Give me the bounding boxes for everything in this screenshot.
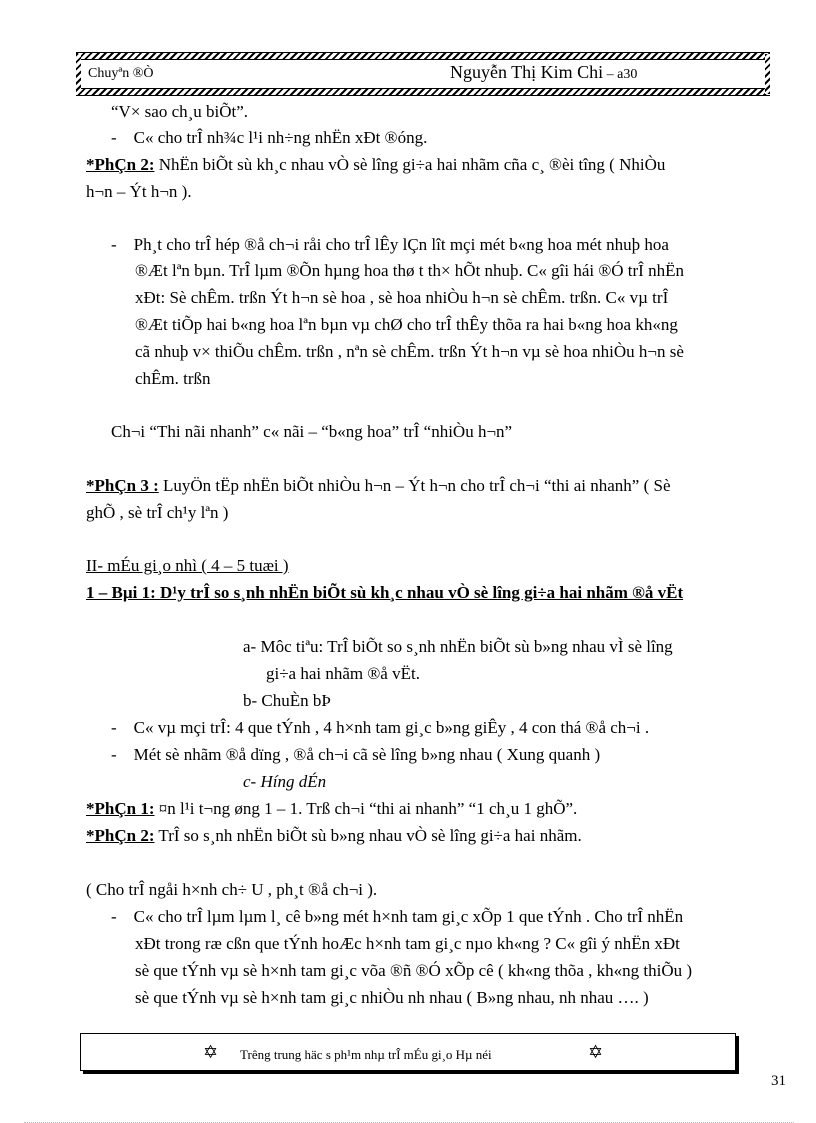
part-label: *PhÇn 1: (86, 799, 155, 818)
header-border-top (76, 52, 770, 60)
list-item-text: Mét sè nhãm ®å dïng , ®å ch¬i cã sè lîng b»ng nhau ( Xung quanh ) (133, 745, 601, 764)
lesson-heading: 1 – Bµi 1: D¹y trÎ so s¸nh nhËn biÕt sù kh¸c nhau vÒ sè lîng gi÷a hai nhãm ®å vËt (86, 583, 684, 602)
guide-label: c- Híng dÉn (243, 772, 327, 791)
header-topic: Chuyªn ®Ò (88, 66, 154, 81)
list-item-text: C« cho trÎ nh¾c l¹i nh÷ng nhËn xÐt ®óng. (133, 128, 428, 147)
list-item-text: C« vµ mçi trÎ: 4 que tÝnh , 4 h×nh tam gi¸c b»ng giÊy , 4 con thá ®å ch¬i . (133, 718, 650, 737)
part-text: ¤n l¹i t¬ng øng 1 – 1. Trß ch¬i “thi ai nhanh” “1 ch¸u 1 ghÕ”. (154, 799, 578, 818)
text-line: sè que tÝnh vµ sè h×nh tam gi¸c nhiÒu nh nhau ( B»ng nhau, nh nhau …. ) (135, 988, 649, 1007)
header-border-right (765, 54, 770, 94)
section-heading: II- mÉu gi¸o nhì ( 4 – 5 tuæi ) (86, 556, 289, 575)
star-icon: ✡ (588, 1042, 604, 1062)
text-line: ( Cho trÎ ngåi h×nh ch÷ U , ph¸t ®å ch¬i ). (86, 880, 378, 899)
text-line: gi÷a hai nhãm ®å vËt. (266, 664, 420, 683)
text-line: “V× sao ch¸u biÕt”. (111, 102, 249, 121)
header-border-left (76, 54, 81, 94)
text-line: ghÕ , sè trÎ ch¹y lªn ) (86, 503, 229, 522)
part-1-heading (86, 798, 577, 820)
text-line: sè que tÝnh vµ sè h×nh tam gi¸c võa ®ñ ®Ó xÕp cê ( kh«ng thõa , kh«ng thiÕu ) (135, 961, 693, 980)
part-label: *PhÇn 3 : (86, 476, 159, 495)
part-2-heading (86, 825, 582, 847)
text-line: ®Æt tiÕp hai b«ng hoa lªn bµn vµ chØ cho trÎ thÊy thõa ra hai b«ng hoa kh«ng (135, 315, 678, 334)
part-text: TrÎ so s¸nh nhËn biÕt sù b»ng nhau vÒ sè lîng gi÷a hai nhãm. (154, 826, 582, 845)
author-name: Nguyễn Thị Kim Chi (450, 62, 604, 82)
part-text: LuyÖn tËp nhËn biÕt nhiÒu h¬n – Ýt h¬n cho trÎ ch¬i “thi ai nhanh” ( Sè (158, 476, 671, 495)
list-item: - Mét sè nhãm ®å dïng , ®å ch¬i cã sè lîng b»ng nhau ( Xung quanh ) (111, 745, 601, 764)
author-class: – a30 (603, 67, 638, 82)
text-line: chÊm. trßn (135, 369, 211, 388)
list-item-text: C« cho trÎ lµm lµm l¸ cê b»ng mét h×nh tam gi¸c xÕp 1 que tÝnh . Cho trÎ nhËn (133, 907, 684, 926)
game-line: Ch¬i “Thi nãi nhanh” c« nãi – “b«ng hoa” trÎ “nhiÒu h¬n” (111, 422, 513, 441)
page-number: 31 (771, 1073, 786, 1089)
objective-line: a- Môc tiªu: TrÎ biÕt so s¸nh nhËn biÕt sù b»ng nhau vÌ sè lîng (243, 637, 673, 656)
text-line: ®Æt lªn bµn. TrÎ lµm ®Õn hµng hoa thø t th× hÕt nhuþ. C« gîi hái ®Ó trÎ nhËn (135, 261, 684, 280)
part-label: *PhÇn 2: (86, 826, 155, 845)
list-item: - C« vµ mçi trÎ: 4 que tÝnh , 4 h×nh tam gi¸c b»ng giÊy , 4 con thá ®å ch¬i . (111, 718, 650, 737)
footer-text: Trêng trung häc s ph¹m nhµ trÎ mÉu gi¸o Hµ néi (240, 1047, 492, 1062)
part-text: NhËn biÕt sù kh¸c nhau vÒ sè lîng gi÷a hai nhãm cña c¸ ®èi tîng ( NhiÒu (154, 155, 666, 174)
header-border-bottom (76, 88, 770, 96)
star-icon: ✡ (203, 1042, 219, 1062)
part-label: *PhÇn 2: (86, 155, 155, 174)
header-author (450, 62, 637, 83)
part-3-heading (86, 475, 671, 497)
list-item: - Ph¸t cho trÎ hép ®å ch¬i råi cho trÎ lÊy lÇn lît mçi mét b«ng hoa mét nhuþ hoa (111, 235, 669, 254)
list-item: - C« cho trÎ nh¾c l¹i nh÷ng nhËn xÐt ®óng. (111, 128, 428, 147)
part-2-heading (86, 154, 665, 176)
text-line: xÐt: Sè chÊm. trßn Ýt h¬n sè hoa , sè hoa nhiÒu h¬n sè chÊm. trßn. C« vµ trÎ (135, 288, 669, 307)
list-item: - C« cho trÎ lµm lµm l¸ cê b»ng mét h×nh tam gi¸c xÕp 1 que tÝnh . Cho trÎ nhËn (111, 907, 684, 926)
list-item-text: Ph¸t cho trÎ hép ®å ch¬i råi cho trÎ lÊy lÇn lît mçi mét b«ng hoa mét nhuþ hoa (133, 235, 669, 254)
text-line: cã nhuþ v× thiÕu chÊm. trßn , nªn sè chÊm. trßn Ýt h¬n vµ sè hoa nhiÒu h¬n sè (135, 342, 684, 361)
text-line: h¬n – Ýt h¬n ). (86, 182, 192, 201)
text-line: xÐt trong ræ cßn que tÝnh hoÆc h×nh tam gi¸c nµo kh«ng ? C« gîi ý nhËn xÐt (135, 934, 680, 953)
preparation-label: b- ChuÈn bÞ (243, 691, 331, 710)
